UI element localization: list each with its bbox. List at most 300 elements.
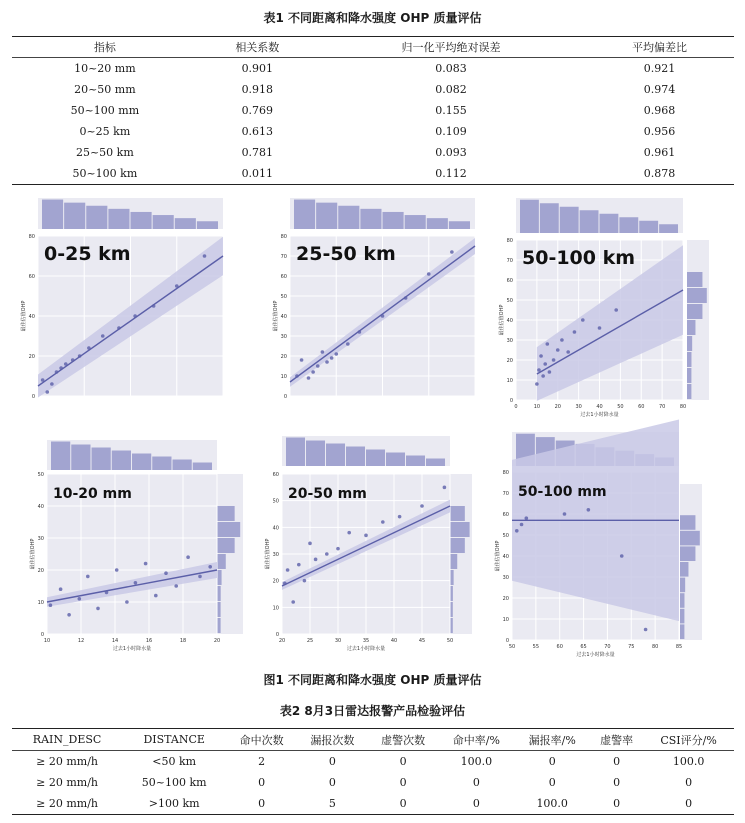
data-point: [152, 304, 156, 308]
table-cell: 0: [399, 776, 407, 789]
histogram-bar: [449, 221, 470, 229]
x-tick-label: 0: [514, 404, 518, 410]
table-cell: 0.974: [643, 83, 676, 96]
table-cell: 0: [328, 755, 336, 768]
histogram-bar: [687, 320, 695, 335]
table-cell: 0.918: [241, 83, 274, 96]
data-point: [381, 314, 385, 318]
data-point: [364, 534, 368, 538]
data-point: [144, 562, 148, 566]
data-point: [581, 318, 585, 322]
table-cell: 0.112: [435, 167, 467, 180]
y-tick-label: 80: [280, 234, 287, 240]
table-cell: 0: [548, 776, 556, 789]
table1-header: 相关系数: [198, 37, 317, 58]
table1-header-row: [12, 37, 734, 58]
data-point: [325, 552, 329, 556]
y-tick-label: 60: [506, 278, 513, 284]
histogram-bar: [600, 214, 619, 233]
x-tick-label: 20: [554, 404, 561, 410]
y-tick-label: 40: [272, 525, 279, 532]
data-point: [96, 607, 100, 611]
table-cell: 0: [548, 755, 556, 768]
data-point: [154, 594, 158, 598]
data-point: [450, 250, 454, 254]
y-tick-label: 50: [272, 498, 279, 505]
panel-title: 25-50 km: [296, 243, 396, 265]
table-cell: 0~25 km: [79, 125, 131, 138]
histogram-bar: [680, 593, 684, 608]
data-point: [346, 342, 350, 346]
x-tick-label: 20: [278, 638, 286, 644]
data-point: [347, 531, 351, 535]
y-axis-label: 最佳估值OHP: [273, 300, 279, 332]
y-tick-label: 50: [502, 533, 509, 539]
data-point: [175, 284, 179, 288]
y-tick-label: 10: [37, 600, 44, 606]
data-point: [291, 600, 295, 604]
histogram-bar: [687, 336, 692, 351]
data-point: [598, 326, 602, 330]
table1-header: 平均偏差比: [585, 37, 734, 58]
x-tick-label: 40: [596, 404, 603, 410]
table2: [12, 728, 734, 815]
y-tick-label: 10: [272, 605, 279, 612]
histogram-bar: [286, 438, 305, 467]
data-point: [520, 523, 524, 527]
histogram-bar: [338, 206, 359, 229]
data-point: [308, 542, 312, 546]
x-tick-label: 50: [508, 644, 516, 650]
data-point: [67, 613, 71, 617]
x-tick-label: 14: [111, 638, 119, 644]
x-axis-label: 过去1小时降水量: [576, 652, 615, 658]
data-point: [535, 382, 539, 386]
data-point: [133, 314, 137, 318]
table1-caption: 表1 不同距离和降水强度 OHP 质量评估: [263, 11, 482, 25]
y-axis-label: 最佳估值OHP: [265, 538, 271, 570]
y-tick-label: 40: [502, 554, 509, 560]
data-point: [525, 516, 529, 520]
data-point: [398, 515, 402, 519]
histogram-bar: [64, 203, 85, 229]
histogram-bar: [687, 384, 691, 399]
data-point: [381, 520, 385, 524]
table2-header: RAIN_DESC: [12, 729, 122, 751]
table-cell: 0: [685, 776, 693, 789]
x-tick-label: 45: [418, 638, 426, 644]
table2-header: 命中率/%: [438, 729, 514, 751]
table-row: [12, 142, 734, 163]
data-point: [59, 366, 63, 370]
histogram-bar: [680, 515, 695, 530]
table-cell: 0.093: [435, 146, 467, 159]
x-tick-label: 30: [575, 404, 582, 410]
y-tick-label: 20: [37, 568, 44, 574]
data-point: [105, 591, 109, 595]
data-point: [358, 330, 362, 334]
y-tick-label: 20: [272, 578, 279, 585]
histogram-bar: [687, 304, 702, 319]
data-point: [115, 568, 119, 572]
data-point: [563, 512, 567, 516]
histogram-bar: [680, 624, 684, 639]
y-tick-label: 80: [502, 470, 509, 476]
data-point: [539, 354, 543, 358]
table-cell: 25~50 km: [75, 146, 134, 159]
data-point: [420, 504, 424, 508]
data-point: [325, 360, 329, 364]
y-axis-label: 最佳估值OHP: [499, 304, 505, 336]
table-cell: 0: [472, 797, 480, 810]
table2-header: 虚警次数: [368, 729, 439, 751]
table2-header: CSI评分/%: [643, 729, 734, 751]
table2-body: [12, 751, 734, 815]
x-tick-label: 55: [532, 644, 540, 650]
table-cell: 50~100 km: [72, 167, 138, 180]
table-cell: 100.0: [536, 797, 568, 810]
y-tick-label: 30: [37, 536, 44, 542]
y-axis-label: 最佳估值OHP: [21, 300, 27, 332]
histogram-bar: [51, 442, 70, 471]
table-row: [12, 100, 734, 121]
x-tick-label: 70: [658, 404, 666, 410]
data-point: [334, 352, 338, 356]
x-tick-label: 35: [362, 638, 370, 644]
table2-header: DISTANCE: [122, 729, 226, 751]
table1-header: 归一化平均绝对误差: [317, 37, 585, 58]
y-tick-label: 60: [280, 274, 287, 280]
histogram-bar: [153, 215, 174, 229]
table-cell: <50 km: [152, 755, 197, 768]
data-point: [552, 358, 556, 362]
data-point: [78, 597, 82, 601]
histogram-bar: [71, 445, 90, 471]
histogram-bar: [406, 456, 425, 467]
histogram-bar: [366, 450, 385, 467]
data-point: [404, 296, 408, 300]
histogram-bar: [520, 200, 539, 233]
y-tick-label: 0: [283, 394, 287, 400]
data-point: [49, 603, 53, 607]
data-point: [311, 370, 315, 374]
data-point: [174, 584, 178, 588]
y-tick-label: 60: [28, 274, 35, 280]
data-point: [573, 330, 577, 334]
data-point: [186, 555, 190, 559]
histogram-bar: [294, 200, 315, 229]
table-cell: ≥ 20 mm/h: [36, 797, 98, 810]
histogram-bar: [197, 221, 218, 229]
table-cell: 0.769: [241, 104, 274, 117]
data-point: [286, 568, 290, 572]
histogram-bar: [448, 506, 465, 521]
data-point: [537, 368, 541, 372]
data-point: [134, 581, 138, 585]
table-cell: 2: [258, 755, 266, 768]
x-tick-label: 60: [556, 644, 563, 650]
table-cell: ≥ 20 mm/h: [36, 755, 98, 768]
table-cell: 0: [613, 776, 621, 789]
y-tick-label: 0: [275, 632, 279, 638]
table2-header: 虚警率: [590, 729, 643, 751]
panel-title: 0-25 km: [44, 243, 131, 265]
table-cell: >100 km: [148, 797, 200, 810]
data-point: [101, 334, 105, 338]
histogram-bar: [639, 221, 658, 233]
data-point: [297, 563, 301, 567]
x-tick-label: 60: [638, 404, 645, 410]
histogram-bar: [448, 522, 470, 537]
x-tick-label: 50: [617, 404, 624, 410]
histogram-bar: [112, 451, 131, 471]
y-tick-label: 60: [272, 472, 279, 478]
histogram-bar: [405, 215, 426, 229]
y-tick-label: 70: [280, 254, 287, 260]
table-row: [12, 163, 734, 185]
y-tick-label: 0: [40, 632, 44, 638]
table-row: [12, 772, 734, 793]
data-point: [55, 370, 59, 374]
x-axis-label: 过去1小时降水量: [112, 646, 152, 652]
histogram-bar: [687, 288, 707, 303]
histogram-bar: [42, 200, 63, 229]
table-cell: 0.613: [241, 125, 274, 138]
table-cell: 0.109: [435, 125, 467, 138]
table2-caption: 表2 8月3日雷达报警产品检验评估: [279, 704, 466, 718]
x-tick-label: 10: [43, 638, 51, 644]
y-tick-label: 70: [506, 258, 513, 264]
histogram-bar: [680, 609, 684, 624]
table-cell: 5: [328, 797, 336, 810]
histogram-bar: [619, 217, 638, 233]
table-cell: 0.961: [643, 146, 676, 159]
data-point: [303, 579, 307, 583]
scatter-panel: [10, 436, 245, 664]
y-tick-label: 20: [28, 354, 35, 360]
data-point: [87, 346, 91, 350]
y-tick-label: 40: [506, 318, 513, 324]
x-tick-label: 80: [651, 644, 659, 650]
data-point: [543, 362, 547, 366]
data-point: [515, 529, 519, 533]
scatter-panel: [262, 198, 497, 426]
x-tick-label: 25: [306, 638, 314, 644]
x-tick-label: 70: [604, 644, 611, 650]
table-cell: 100.0: [460, 755, 493, 768]
data-point: [203, 254, 207, 258]
data-point: [443, 486, 447, 490]
histogram-bar: [215, 506, 235, 521]
data-point: [78, 354, 82, 358]
histogram-bar: [448, 538, 465, 553]
y-tick-label: 30: [502, 575, 509, 581]
data-point: [316, 364, 320, 368]
histogram-bar: [680, 546, 695, 561]
data-point: [560, 338, 564, 342]
histogram-bar: [680, 531, 700, 546]
x-tick-label: 80: [679, 404, 687, 410]
x-tick-label: 18: [179, 638, 187, 644]
table-cell: 0.011: [241, 167, 274, 180]
histogram-bar: [386, 453, 405, 467]
y-tick-label: 80: [506, 238, 513, 244]
panel-title: 50-100 mm: [518, 484, 607, 500]
scatter-panel: [500, 198, 735, 426]
data-point: [295, 374, 299, 378]
data-point: [427, 272, 431, 276]
histogram-bar: [152, 457, 171, 471]
table-cell: 0: [328, 776, 336, 789]
x-tick-label: 20: [213, 638, 221, 644]
histogram-bar: [193, 463, 212, 471]
table-cell: 0: [472, 776, 480, 789]
table-cell: 0.921: [643, 62, 676, 75]
data-point: [71, 358, 75, 362]
y-tick-label: 30: [272, 552, 279, 558]
table-cell: 0.956: [643, 125, 676, 138]
data-point: [614, 308, 618, 312]
histogram-bar: [427, 218, 448, 229]
histogram-bar: [560, 207, 579, 233]
table1: [12, 36, 734, 185]
table-row: [12, 121, 734, 142]
histogram-bar: [346, 447, 365, 467]
histogram-bar: [131, 212, 152, 229]
histogram-bar: [360, 209, 381, 229]
scatter-panel: [262, 436, 497, 664]
histogram-bar: [132, 454, 151, 471]
panel-title: 20-50 mm: [288, 486, 367, 502]
data-point: [59, 587, 63, 591]
y-tick-label: 50: [37, 472, 44, 478]
table-cell: 0: [399, 797, 407, 810]
panel-title: 10-20 mm: [53, 486, 132, 502]
table-cell: 0.781: [241, 146, 274, 159]
table2-header: 漏报率/%: [514, 729, 590, 751]
y-tick-label: 10: [506, 378, 513, 384]
histogram-bar: [426, 459, 445, 467]
data-point: [86, 575, 90, 579]
table2-header: 命中次数: [226, 729, 297, 751]
x-tick-label: 85: [675, 644, 683, 650]
histogram-bar: [86, 206, 107, 229]
histogram-bar: [687, 368, 691, 383]
data-point: [45, 390, 49, 394]
y-tick-label: 20: [502, 596, 509, 602]
data-point: [330, 356, 334, 360]
table-cell: 100.0: [672, 755, 705, 768]
table-cell: 10~20 mm: [74, 62, 136, 75]
y-axis-label: 最佳估值OHP: [495, 540, 501, 572]
histogram-bar: [215, 538, 235, 553]
histogram-bar: [92, 448, 111, 471]
panel-title: 50-100 km: [522, 247, 636, 269]
histogram-bar: [680, 578, 685, 593]
x-tick-label: 65: [580, 644, 587, 650]
table2-header-row: [12, 729, 734, 751]
x-tick-label: 10: [533, 404, 541, 410]
histogram-bar: [687, 352, 691, 367]
data-point: [283, 582, 287, 586]
histogram-bar: [108, 209, 129, 229]
x-tick-label: 16: [145, 638, 153, 644]
data-point: [125, 600, 129, 604]
y-tick-label: 0: [505, 638, 509, 644]
y-tick-label: 40: [280, 314, 287, 320]
x-tick-label: 40: [390, 638, 398, 644]
table-cell: 0.082: [435, 83, 467, 96]
table-cell: 0.901: [241, 62, 274, 75]
data-point: [587, 508, 591, 512]
y-tick-label: 40: [37, 504, 44, 510]
table-cell: 0.878: [643, 167, 676, 180]
scatter-panel: [10, 198, 245, 426]
histogram-bar: [383, 212, 404, 229]
table-cell: 0: [613, 755, 621, 768]
table-cell: 50~100 mm: [70, 104, 140, 117]
y-tick-label: 10: [280, 374, 287, 380]
table-row: [12, 793, 734, 815]
x-axis-label: 过去1小时降水量: [580, 412, 619, 418]
table-row: [12, 751, 734, 773]
data-point: [541, 374, 545, 378]
histogram-bar: [306, 441, 325, 467]
data-point: [336, 547, 340, 551]
data-point: [566, 350, 570, 354]
table-cell: ≥ 20 mm/h: [36, 776, 98, 789]
data-point: [556, 348, 560, 352]
table-cell: 0.083: [435, 62, 467, 75]
table-cell: 0: [399, 755, 407, 768]
y-axis-label: 最佳估值OHP: [30, 538, 36, 570]
data-point: [321, 350, 325, 354]
histogram-bar: [659, 224, 678, 233]
table-cell: 0: [685, 797, 693, 810]
x-tick-label: 12: [77, 638, 85, 644]
y-tick-label: 60: [502, 512, 509, 518]
data-point: [198, 575, 202, 579]
histogram-bar: [215, 522, 240, 537]
data-point: [50, 382, 54, 386]
table-cell: 0: [613, 797, 621, 810]
data-point: [164, 571, 168, 575]
y-tick-label: 50: [506, 298, 513, 304]
y-tick-label: 30: [280, 334, 287, 340]
table-row: [12, 58, 734, 80]
y-tick-label: 70: [502, 491, 509, 497]
y-tick-label: 20: [506, 358, 513, 364]
table-row: [12, 79, 734, 100]
histogram-bar: [540, 203, 559, 233]
y-tick-label: 0: [509, 398, 513, 404]
data-point: [64, 362, 68, 366]
y-tick-label: 30: [506, 338, 513, 344]
table1-body: [12, 58, 734, 185]
data-point: [307, 376, 311, 380]
y-tick-label: 50: [280, 294, 287, 300]
y-tick-label: 10: [502, 617, 509, 623]
table-cell: 50~100 km: [141, 776, 207, 789]
x-tick-label: 75: [628, 644, 635, 650]
table2-header: 漏报次数: [297, 729, 368, 751]
data-point: [300, 358, 304, 362]
data-point: [41, 378, 45, 382]
histogram-bar: [326, 444, 345, 467]
x-axis-label: 过去1小时降水量: [346, 646, 386, 652]
x-tick-label: 30: [334, 638, 342, 644]
x-tick-label: 50: [446, 638, 454, 644]
